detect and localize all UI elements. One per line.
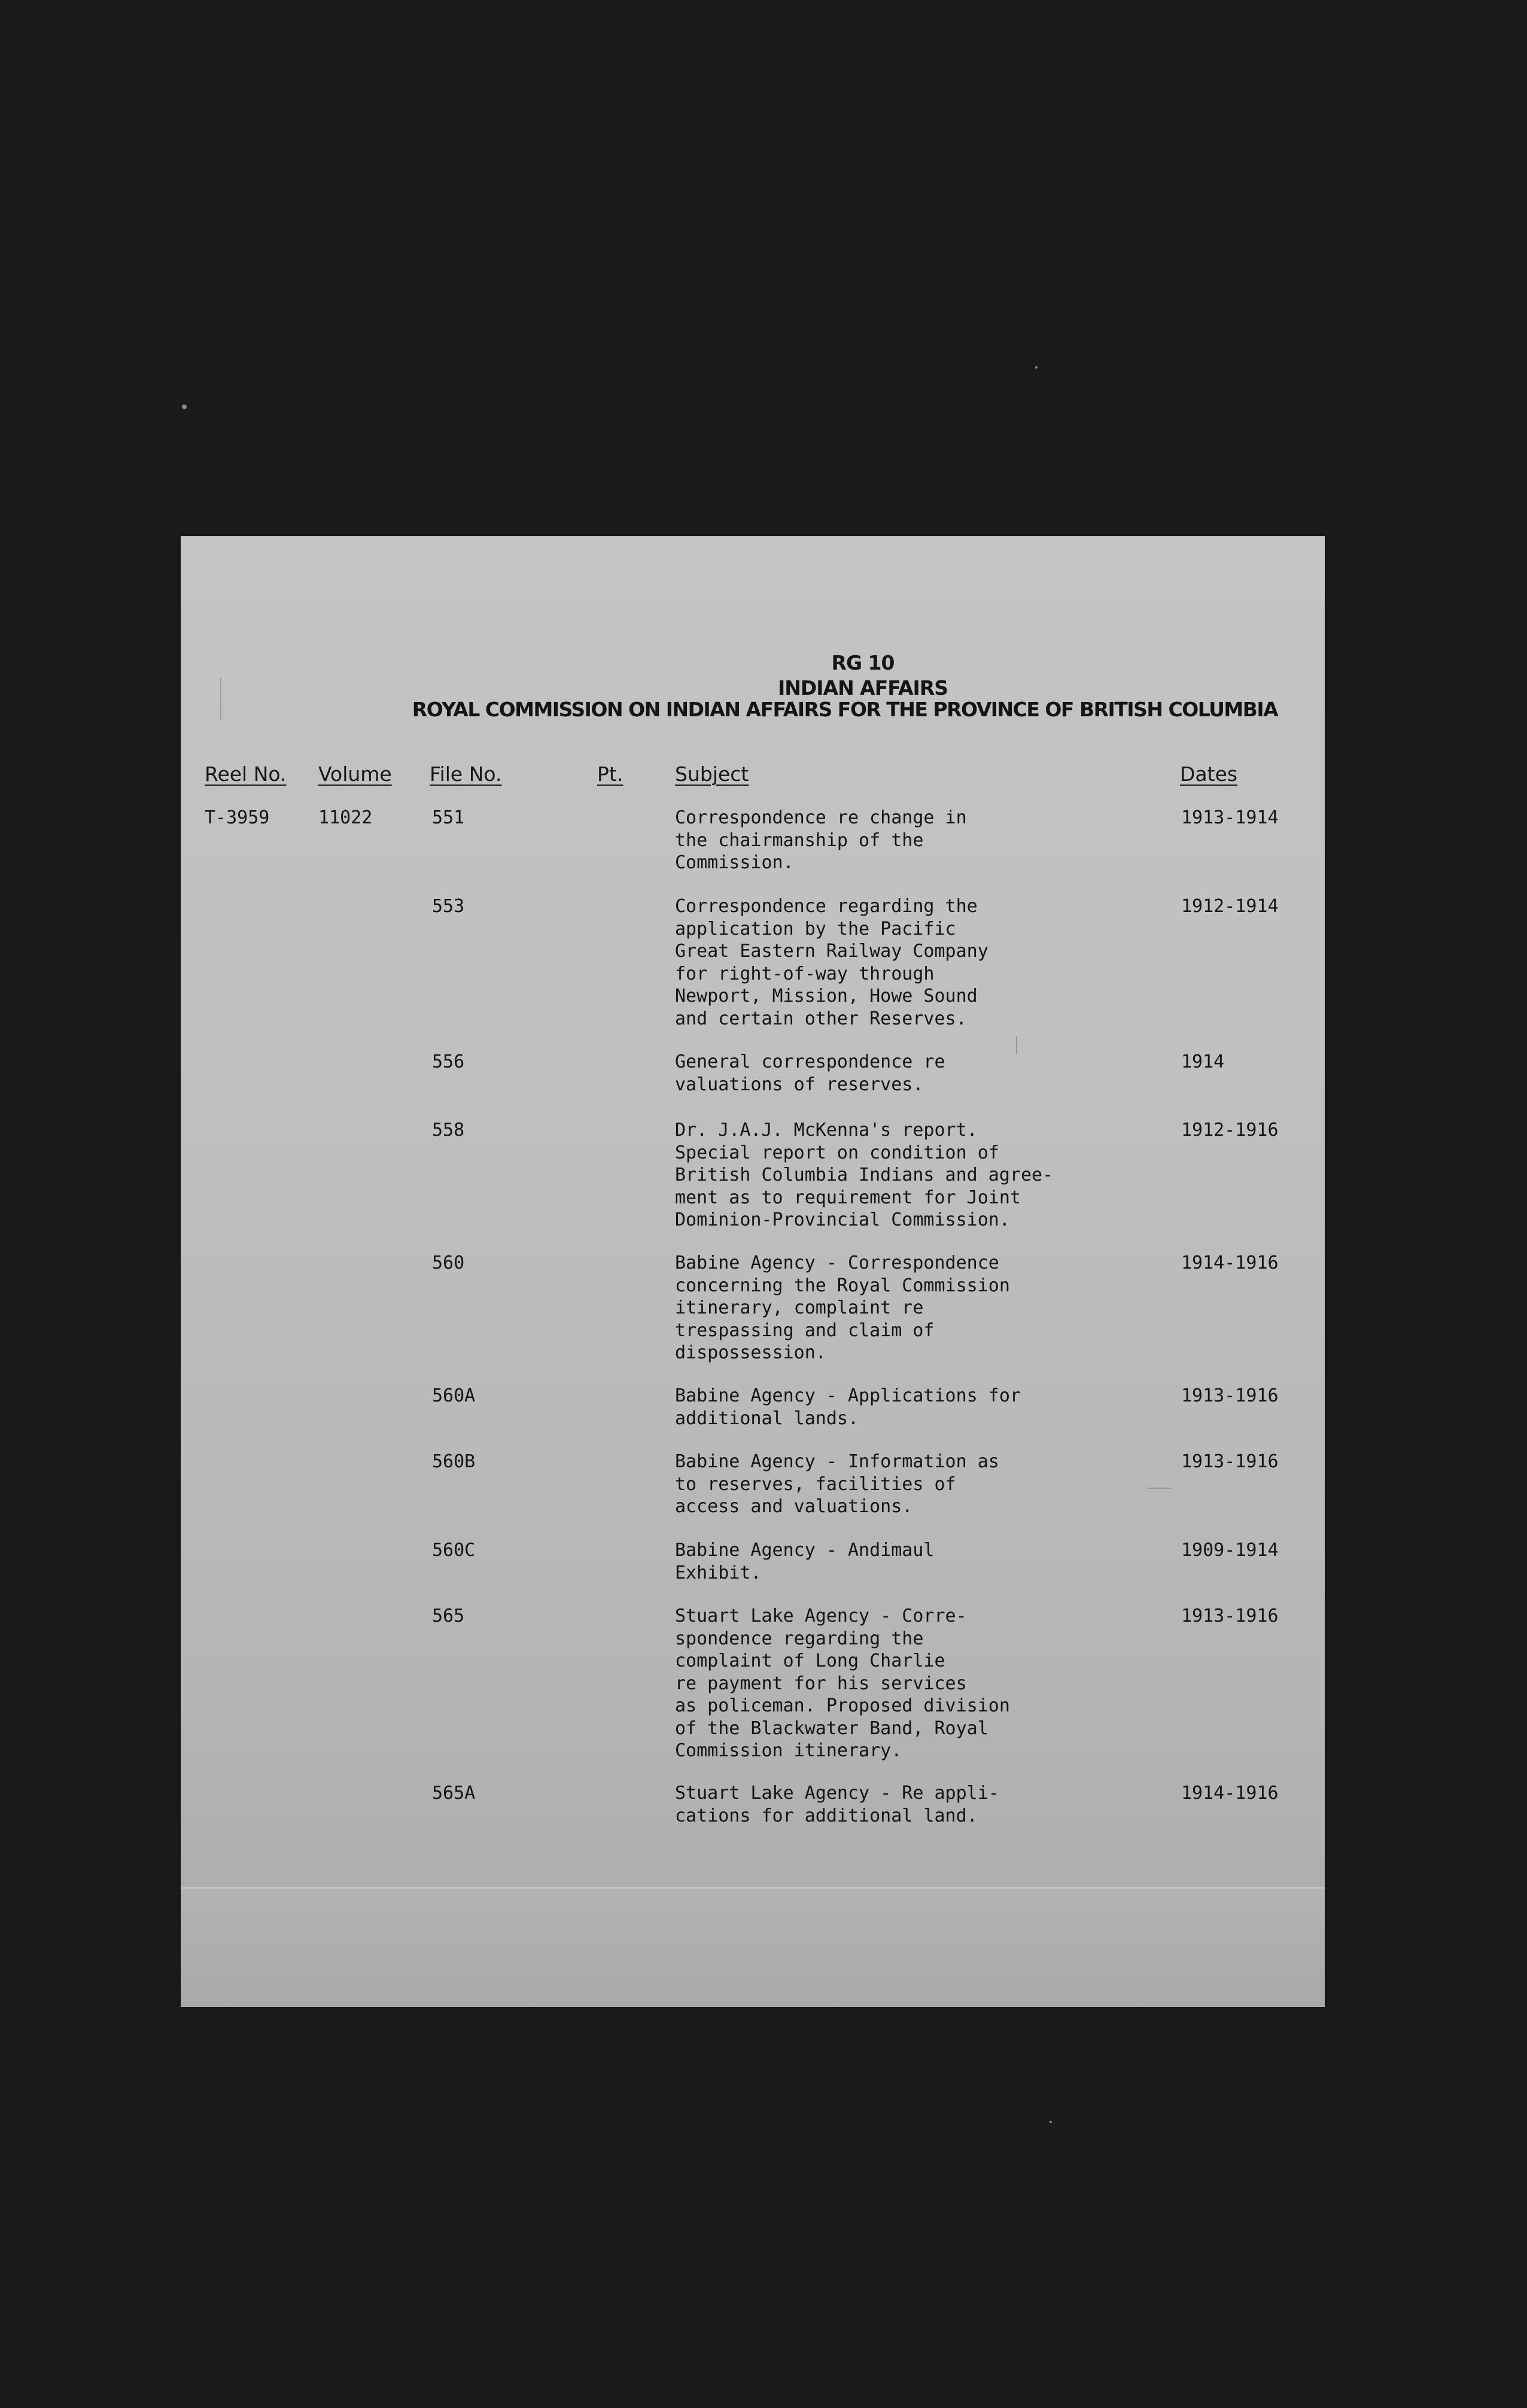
entry-subject: Stuart Lake Agency - Re appli- cations for additional land. (675, 1783, 999, 1826)
scan-speck (1035, 366, 1038, 369)
column-header-dates: Dates (1180, 762, 1238, 786)
paper-crease-mark (1016, 1036, 1017, 1054)
scan-speck (182, 405, 187, 409)
paper-crease-mark (1148, 1488, 1172, 1489)
entry-subject: Babine Agency - Applications for additional lands. (675, 1385, 1021, 1429)
entry-dates: 1914 (1181, 1051, 1225, 1072)
entry-dates: 1913-1916 (1181, 1606, 1279, 1626)
file-number: 556 (432, 1051, 465, 1072)
entry-subject: Babine Agency - Information as to reserves, facilities of access and valuations. (675, 1451, 999, 1517)
commission-heading: ROYAL COMMISSION ON INDIAN AFFAIRS FOR THE PROVINCE OF BRITISH COLUMBIA (412, 698, 1278, 721)
file-number: 560 (432, 1252, 465, 1273)
file-number: 560B (432, 1451, 476, 1472)
reel-number: T-3959 (205, 807, 270, 828)
file-number: 565 (432, 1606, 465, 1626)
entry-dates: 1912-1914 (1181, 896, 1279, 917)
column-header-file: File No. (430, 762, 502, 786)
column-header-reel: Reel No. (205, 762, 287, 786)
file-number: 553 (432, 896, 465, 917)
entry-dates: 1914-1916 (1181, 1252, 1279, 1273)
entry-subject: General correspondence re valuations of reserves. (675, 1051, 945, 1095)
department-heading: INDIAN AFFAIRS (777, 676, 948, 700)
file-number: 558 (432, 1120, 465, 1141)
file-number: 560A (432, 1385, 476, 1406)
entry-dates: 1914-1916 (1181, 1783, 1279, 1804)
volume-number: 11022 (318, 807, 373, 828)
entry-subject: Correspondence re change in the chairmanship of the Commission. (675, 807, 967, 873)
entry-dates: 1913-1916 (1181, 1385, 1279, 1406)
page-lower-band (181, 1887, 1325, 2007)
scan-speck (1050, 2121, 1052, 2123)
record-group-heading: RG 10 (831, 651, 895, 674)
column-header-subject: Subject (675, 762, 749, 786)
entry-subject: Correspondence regarding the application by the Pacific Great Eastern Railway Company for right-of-way through Newport, Mission, Howe Sound and certain other Reserves. (675, 896, 988, 1029)
entry-subject: Stuart Lake Agency - Corre- spondence regarding the complaint of Long Charlie re payment for his services as policeman. Proposed division of the Blackwater Band, Royal Commission itinerary. (675, 1606, 1010, 1761)
entry-dates: 1913-1916 (1181, 1451, 1279, 1472)
entry-dates: 1909-1914 (1181, 1540, 1279, 1561)
entry-subject: Babine Agency - Andimaul Exhibit. (675, 1540, 935, 1583)
entry-subject: Babine Agency - Correspondence concerning the Royal Commission itinerary, complaint re trespassing and claim of dispossession. (675, 1252, 1010, 1363)
paper-crease-mark (220, 677, 221, 719)
file-number: 560C (432, 1540, 476, 1561)
column-header-volume: Volume (318, 762, 392, 786)
document-page (181, 536, 1325, 2006)
file-number: 565A (432, 1783, 476, 1804)
column-header-part: Pt. (597, 762, 623, 786)
entry-dates: 1913-1914 (1181, 807, 1279, 828)
entry-subject: Dr. J.A.J. McKenna's report. Special report on condition of British Columbia Indians and agree- ment as to requirement for Joint Dominion-Provincial Commission. (675, 1120, 1054, 1230)
file-number: 551 (432, 807, 465, 828)
entry-dates: 1912-1916 (1181, 1120, 1279, 1141)
